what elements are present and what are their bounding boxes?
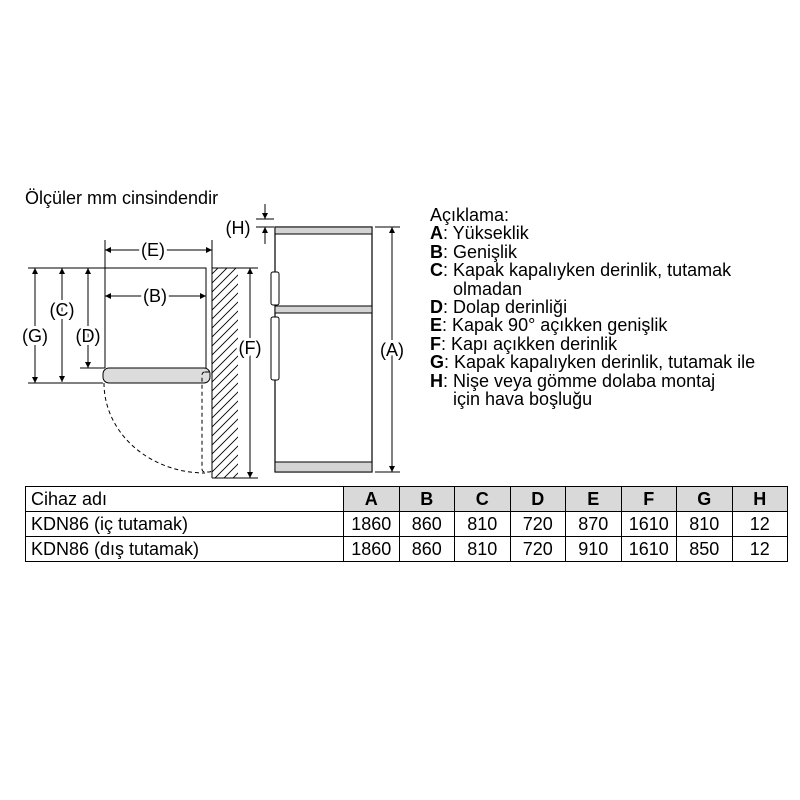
value-cell-d: 720 — [510, 537, 566, 562]
legend-item-a — [430, 224, 755, 242]
value-cell-e: 910 — [566, 537, 622, 562]
legend-key: E — [430, 315, 443, 336]
value-cell-c: 810 — [455, 537, 511, 562]
legend-key: B — [430, 241, 443, 262]
legend-item-h-continuation: için hava boşluğu — [453, 389, 593, 410]
table-header-row — [26, 487, 788, 512]
legend-item-b — [430, 243, 755, 261]
dim-f-label: (F) — [238, 338, 262, 358]
legend-item-c-continuation: olmadan — [453, 278, 523, 299]
door-closed — [103, 368, 210, 383]
legend-item-h — [430, 372, 755, 390]
legend-item-g — [430, 353, 755, 371]
dim-e-label: (E) — [141, 240, 165, 260]
header-b: B — [399, 487, 455, 512]
device-name-cell: KDN86 (iç tutamak) — [26, 512, 344, 537]
page-title: Ölçüler mm cinsindendir — [25, 188, 219, 208]
dim-h-label: (H) — [225, 218, 251, 238]
value-cell-c: 810 — [455, 512, 511, 537]
header-a: A — [344, 487, 400, 512]
table-row — [26, 537, 788, 562]
header-h: H — [732, 487, 788, 512]
value-cell-f: 1610 — [621, 537, 677, 562]
legend-item-e — [430, 316, 755, 334]
dim-g-label: (G) — [22, 326, 48, 346]
dimension-diagram — [0, 0, 420, 490]
value-cell-a: 1860 — [344, 512, 400, 537]
value-cell-b: 860 — [399, 512, 455, 537]
legend-item-c — [430, 261, 755, 279]
value-cell-a: 1860 — [344, 537, 400, 562]
dim-c-label: (C) — [49, 300, 75, 320]
fridge-top-band — [275, 227, 372, 234]
value-cell-b: 860 — [399, 537, 455, 562]
door-open-dashed — [202, 372, 212, 472]
legend-text: : Yükseklik — [443, 223, 529, 244]
legend-key: D — [430, 297, 443, 318]
device-name-cell: KDN86 (dış tutamak) — [26, 537, 344, 562]
value-cell-e: 870 — [566, 512, 622, 537]
header-f: F — [621, 487, 677, 512]
header-g: G — [677, 487, 733, 512]
legend-text: : Kapak 90° açıkken genişlik — [442, 315, 668, 336]
fridge-body-top-view — [105, 268, 206, 368]
legend-text: : Kapı açıkken derinlik — [441, 333, 618, 354]
legend-heading: Açıklama: — [430, 205, 510, 225]
value-cell-d: 720 — [510, 512, 566, 537]
legend — [430, 206, 755, 408]
header-e: E — [566, 487, 622, 512]
legend-key: F — [430, 333, 441, 354]
legend-item-f — [430, 335, 755, 353]
fridge-bottom-band — [275, 462, 372, 472]
legend-key: C — [430, 260, 443, 281]
dim-b-label: (B) — [143, 286, 167, 306]
legend-text: : Kapak kapalıyken derinlik, tutamak ile — [444, 352, 756, 373]
legend-text: : Genişlik — [443, 241, 518, 262]
legend-item-d — [430, 298, 755, 316]
legend-key: A — [430, 223, 443, 244]
table-row — [26, 512, 788, 537]
header-c: C — [455, 487, 511, 512]
value-cell-h: 12 — [732, 512, 788, 537]
fridge-handle — [271, 317, 279, 380]
header-d: D — [510, 487, 566, 512]
value-cell-h: 12 — [732, 537, 788, 562]
legend-text: : Nişe veya gömme dolaba montaj — [443, 370, 716, 391]
fridge-divider-band — [275, 306, 372, 313]
legend-text: : Kapak kapalıyken derinlik, tutamak — [443, 260, 732, 281]
top-view — [22, 240, 261, 478]
dim-d-label: (D) — [75, 326, 101, 346]
legend-key: G — [430, 352, 445, 373]
wall-hatching — [212, 268, 238, 478]
value-cell-f: 1610 — [621, 512, 677, 537]
freezer-handle — [271, 272, 279, 305]
legend-key: H — [430, 370, 443, 391]
door-swing-arc — [104, 383, 205, 473]
dim-a-label: (A) — [380, 340, 404, 360]
fridge-body — [275, 227, 372, 472]
legend-text: : Dolap derinliği — [443, 297, 568, 318]
dimension-table — [25, 486, 788, 562]
value-cell-g: 850 — [677, 537, 733, 562]
header-device-name: Cihaz adı — [26, 487, 344, 512]
value-cell-g: 810 — [677, 512, 733, 537]
